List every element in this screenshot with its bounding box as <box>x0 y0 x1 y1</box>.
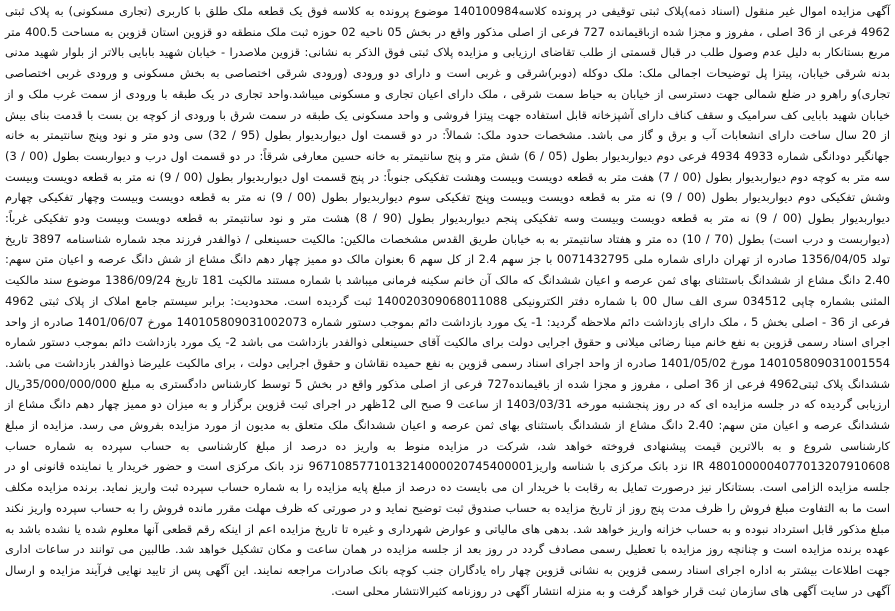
auction-notice-body: آگهی مزایده اموال غیر منقول (اسناد ذمه)پلاک ثبتی توقیفی در پرونده کلاسه140100984 موضوع پرونده به کلاسه فوق یک قطعه ملک طلق با کاربری (تجاری مسکونی) به پلاک ثبتی 4962 فرعی از 36 اصلی ، مفروز و مجزا شده ازباقیمانده 727 فرعی از اصلی مذکور واقع در بخش 05 ناحیه 02 حوزه ثبت ملک منطقه دو قزوین استان قزوین به مساحت 400.5 متر مربع بستانکار به دلیل عدم وصول طلب در قبال قسمتی از طلب تقاضای ارزیابی و مزایده پلاک ثبتی فوق الذکر به نشانی: قزوین ملاصدرا - خیابان شهید بابایی بالاتر از بلوار شهید مدنی بدنه شرقی خیابان، پیتزا پل توضیحات اجمالی ملک: ملک دوکله (دوبر)شرقی و غربی است و دارای دو ورودی (ورودی شرقی اختصاصی به بخش مسکونی و ورودی غربی اختصاصی تجاری)و راهرو در ضلع شمالی جهت دسترسی از خیابان به حیاط سمت شرقی ، ملک دارای اعیان تجاری و مسکونی میباشد.واحد تجاری در یک طبقه با ورودی از سمت غرب ملک و از خیابان شهید بابایی کف سرامیک و سقف کناف دارای آشپزخانه قابل استفاده جهت پیتزا فروشی و واحد مسکونی یک طبقه در سمت شرق با ورودی از کوچه بن بست با قدمت بنای بیش از 20 سال ساخت دارای انشعابات آب و برق و گاز می باشد. مشخصات حدود ملک: شمالاً: در دو قسمت اول دیواربدیوار بطول (95 / 32) سی ودو متر و نود وپنج سانتیمتر به خانه جهانگیر دودانگی شماره 4933 4934 فرعی دوم دیواربدیوار بطول (05 / 6) شش متر و پنج سانتیمتر به خانه حسین معارفی شرقاً: در دو قسمت اول درب و دیواربست بطول (00 / 3) سه متر به کوچه دوم دیواربدیوار بطول (00 / 7) هفت متر به قطعه دویست وبیست وهشت تفکیکی جنوباً: در پنج قسمت اول دیواربدیوار بطول (00 / 9) نه متر به قطعه دویست وبیست وشش تفکیکی دوم دیواربدیوار بطول (00 / 9) نه متر به قطعه دویست وبیست وپنج تفکیکی سوم دیواربدیوار بطول (00 / 9) نه متر به قطعه دویست وبیست وچهار تفکیکی چهارم دیواربدیوار بطول (00 / 9) نه متر به قطعه دویست وبیست وسه تفکیکی پنجم دیواربدیوار بطول (90 / 8) هشت متر و نود سانتیمتر به قطعه دویست وبیست ودو تفکیکی غرباً: (دیواربست و درب است) بطول (70 / 10) ده متر و هفتاد سانتیمتر به به خیابان طریق القدس مشخصات مالکین: مالکیت حسینعلی / ذوالفدر فرزند مجد شماره شناسنامه 3897 تاریخ تولد 1356/04/05 صادره از تهران دارای شماره ملی 0071432795 با جز سهم 2.4 از کل سهم 6 بعنوان مالک دو ممیز چهار دهم دانگ مشاع از شش دانگ عرصه و اعیان متن سهم: 2.40 دانگ مشاع از ششدانگ باستثنای بهای ثمن عرصه و اعیان ششدانگ که مالک آن خانم سکینه فرمانی میباشد با شماره مستند مالکیت 181 تاریخ 1386/09/24 موضوع سند مالکیت المثنی بشماره چاپی 034512 سری الف سال 00 با شماره دفتر الکترونیکی 140020309068011088 ثبت گردیده است. محدودیت: برابر سیستم جامع املاک از پلاک ثبتی 4962 فرعی از 36 - اصلی بخش 5 ، ملک دارای بازداشت دائم ملاحظه گردید: 1- یک مورد بازداشت دائم بموجب دستور شماره 140105809031002073 مورخ 1401/06/07 صادره از واحد اجرای اسناد رسمی قزوین به نفع خانم مینا رضائی میلانی و حقوق اجرایی دولت برای مالکیت آقای حسینعلی ذوالفدر بازداشت می باشد 2- یک مورد بازداشت دائم بموجب دستور شماره 140105809031001554 مورخ 1401/05/02 صادره از واحد اجرای اسناد رسمی قزوین به نفع حمیده نقاشان و حقوق اجرایی دولت ، برای مالکیت علیرضا ذوالفدر بازداشت می باشد. ششدانگ پلاک ثبتی4962 فرعی از 36 اصلی ، مفروز و مجزا شده از باقیمانده727 فرعی از اصلی مذکور واقع در بخش 5 توسط کارشناس دادگستری به مبلغ 35/000/000/000ریال ارزیابی گردیده که در جلسه مزایده ای که در روز پنجشنبه مورخه 1403/03/31 از ساعت 9 صبح الی 12ظهر در اجرای ثبت قزوین برگزار و به میزان دو ممیز چهار دهم دانگ مشاع از ششدانگ عرصه و اعیان متن سهم: 2.40 دانگ مشاع از ششدانگ باستثنای بهای ثمن عرصه و اعیان ششدانگ ملک متعلق به مدیون از مورد مزایده بفروش می رسد. مزایده از مبلغ کارشناسی شروع و به بالاترین قیمت پیشنهادی فروخته خواهد شد، شرکت در مزایده منوط به واریز ده درصد از مبلغ کارشناسی به حساب سپرده به شماره حساب 4801000004077013207910608 IR نزد بانک مرکزی با شناسه واریز9671085771013214000020745400001 نزد بانک مرکزی است و حضور خریدار یا نماینده قانونی او در جلسه مزایده الزامی است. بستانکار نیز درصورت تمایل به رقابت با خریدار ان می بایست ده درصد از مبلغ پایه مزایده را به شماره حساب سپرده ثبت واریز نماید. برنده مزایده مکلف است ما به التفاوت مبلغ فروش را ظرف مدت پنج روز از تاریخ مزایده به حساب صندوق ثبت توضیح نماید و در صورتی که ظرف مهلت مقرر مانده فروش را به حساب سپرده واریز نکند مبلغ مذکور قابل استرداد نبوده و به حساب خزانه واریز خواهد شد. بدهی های مالیاتی و عوارض شهرداری و غیره تا تاریخ مزایده اعم از اینکه رقم قطعی آنها معلوم شده یا نشده باشد به عهده برنده مزایده است و چنانچه روز مزایده با تعطیل رسمی مصادف گردد در روز بعد از جلسه مزایده در همان ساعت و مکان تشکیل خواهد شد. طالبین می توانند در ساعات اداری جهت اطلاعات بیشتر به اداره اجرای اسناد رسمی قزوین به نشانی قزوین چهار راه یادگاران جنب کوچه بانک صادرات مراجعه نمایند. این آگهی پس از تایید نهایی فرآیند مزایده و ارسال آگهی در سایت آگهی های سازمان ثبت قرار خواهد گرفت و به منزله انتشار آگهی در روزنامه کثیرالانتشار محلی است. <box>5 4 891 598</box>
